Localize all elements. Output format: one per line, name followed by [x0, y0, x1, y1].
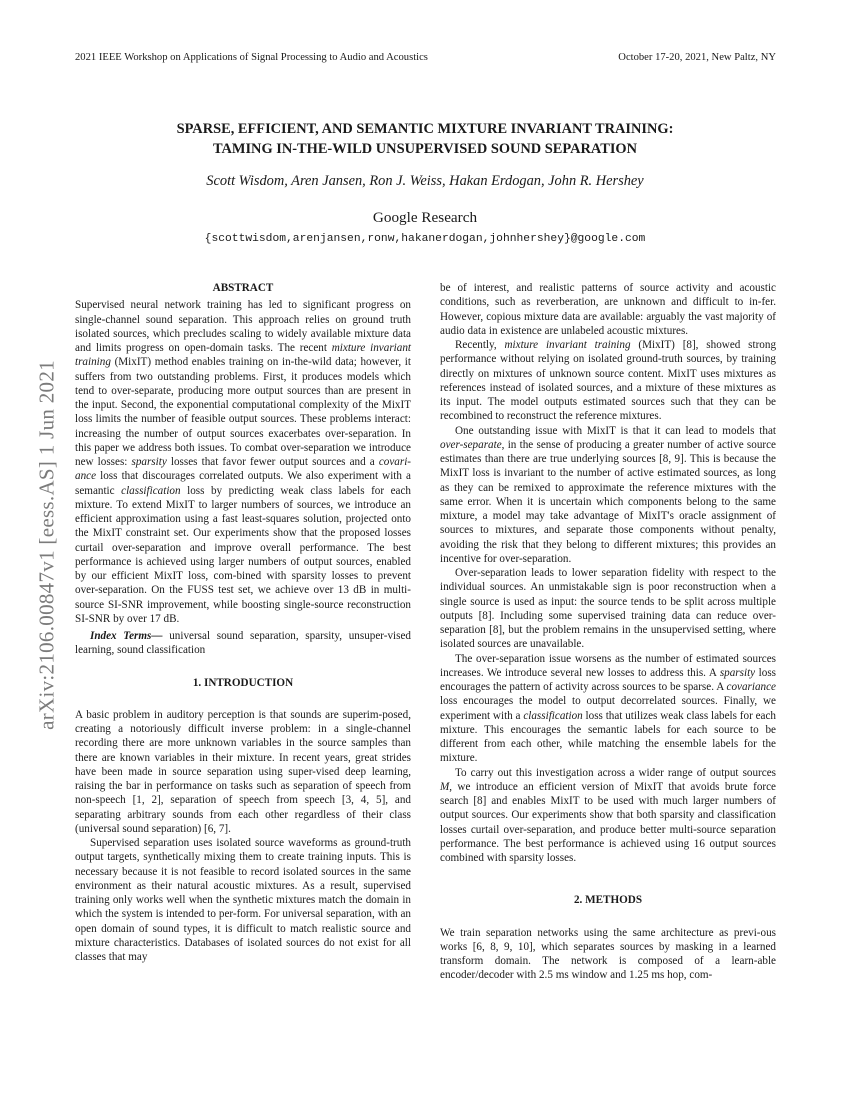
- title-line-1: SPARSE, EFFICIENT, AND SEMANTIC MIXTURE INVARIANT TRAINING:: [176, 121, 674, 137]
- intro-paragraph-4: One outstanding issue with MixIT is that it can lead to models that over-separate, in the sense of producing a greater number of active source estimates than there are true underlying sources [8, 9]. This is because the MixIT loss is invariant to the number of active estimated sources, as long as they can be remixed to approximate the reference mixtures with the same error. When it is uncertain which components belong to the same mixture, a model may take advantage of MixIT's oracle assignment of sources to mixtures, and separate those components without penalty, avoiding the risk that they belong to different mixtures; this provides an incentive for over-separation.: [440, 424, 776, 565]
- index-terms-label: Index Terms—: [90, 630, 163, 642]
- title-line-2: TAMING IN-THE-WILD UNSUPERVISED SOUND SEPARATION: [212, 141, 638, 157]
- index-terms: Index Terms— universal sound separation, sparsity, unsuper-vised learning, sound classification: [75, 630, 411, 657]
- abstract-heading: ABSTRACT: [212, 282, 274, 294]
- conference-date: October 17-20, 2021, New Paltz, NY: [618, 52, 776, 63]
- arxiv-stamp: arXiv:2106.00847v1 [eess.AS] 1 Jun 2021: [34, 360, 59, 730]
- methods-paragraph-1: We train separation networks using the same architecture as previ-ous works [6, 8, 9, 10], which separates sources by masking in a learned transform domain. The network is composed of a learn-able encoder/decoder with 2.5 ms window and 1.25 ms hop, com-: [440, 926, 776, 982]
- intro-paragraph-5: Over-separation leads to lower separation fidelity with respect to the individual sources. An unmistakable sign is poor reconstruction when a single source is used as input: the source tends to be split across multiple outputs [8]. Including some supervised training data can reduce over-separation [8], but the problem remains in the unsupervised setting, where isolated sources are unavailable.: [440, 567, 776, 651]
- paper-title: [75, 119, 775, 159]
- methods-heading: 2. METHODS: [573, 894, 643, 907]
- intro-paragraph-1: A basic problem in auditory perception is that sounds are superim-posed, creating a notoriously difficult inverse problem: in a single-channel recording there are more unknown variables in the source samples than there are known variables in their mixture. In recent years, great strides have been made in source separation using super-vised deep learning, raising the bar in performance on tasks such as separation of speech from non-speech [1, 2], separation of speech from speech [3, 4, 5], and separating arbitrary sounds from each other regardless of their class (universal sound separation) [6, 7].: [75, 708, 411, 835]
- left-column: [75, 281, 411, 964]
- author-emails: {scottwisdom,arenjansen,ronw,hakanerdogan,johnhershey}@google.com: [204, 233, 646, 245]
- intro-paragraph-7: To carry out this investigation across a wider range of output sources M, we introduce an efficient version of MixIT that avoids brute force search [8] and enables MixIT to be used with much larger numbers of output sources. Our experiments show that both sparsity and classification losses curtail over-separation, and produce better multi-source separation performance. The best performance is achieved using 16 output sources combined with sparsity losses.: [440, 766, 776, 864]
- abstract-text: Supervised neural network training has led to significant progress on single-channel sound separation. This approach relies on ground truth isolated sources, which precludes scaling to widely available mixture data and limits progress on open-domain tasks. The recent mixture invariant training (MixIT) method enables training on in-the-wild data; however, it suffers from two outstanding problems. First, it produces models which tend to over-separate, producing more output sources than are present in the input. Second, the exponential computational complexity of the MixIT loss limits the number of feasible output sources. These problems interact: increasing the number of output sources exacerbates over-separation. In this paper we address both issues. To combat over-separation we introduce new losses: sparsity losses that favor fewer output sources and a covari-ance loss that discourages correlated outputs. We also experiment with a semantic classification loss by predicting weak class labels for each mixture. To extend MixIT to larger numbers of sources, we introduce an efficient approximation using a fast least-squares solution, projected onto the MixIT constraint set. Our experiments show that the proposed losses curtail over-separation and improve overall performance. The best performance is achieved using larger numbers of output sources, enabled by our efficient MixIT loss, com-bined with sparsity losses to prevent over-separation. On the FUSS test set, we achieve over 13 dB in multi-source SI-SNR improvement, while boosting single-source reconstruction SI-SNR by over 17 dB.: [75, 299, 412, 625]
- intro-paragraph-6: The over-separation issue worsens as the number of estimated sources increases. We introduce several new losses to address this. A sparsity loss encourages the pattern of activity across sources to be sparse. A covariance loss encourages the model to output decorrelated sources. Finally, we experiment with a classification loss that utilizes weak class labels for each mixture. This encourages the semantic labels for each source to be different from each other, while matching the ensemble labels for the mixture.: [440, 652, 777, 765]
- affiliation: Google Research: [372, 209, 478, 226]
- intro-paragraph-2-cont: be of interest, and realistic patterns of source activity and acoustic conditions, such as reverberation, are unknown and difficult to in-fer. However, copious mixture data are available: arguably the vast majority of audio data in existence are unlabeled acoustic mixtures.: [440, 282, 776, 337]
- author-list: Scott Wisdom, Aren Jansen, Ron J. Weiss, Hakan Erdogan, John R. Hershey: [206, 173, 644, 189]
- intro-paragraph-3: Recently, mixture invariant training (MixIT) [8], showed strong performance without relying on isolated ground-truth sources, by training directly on mixtures of unknown source content. MixIT uses mixtures as references instead of isolated sources, and a mixture of these mixtures as its input. The model outputs estimated sources such that they can be recombined to reconstruct the reference mixtures.: [440, 339, 777, 423]
- right-column: [440, 281, 776, 983]
- conference-header: 2021 IEEE Workshop on Applications of Signal Processing to Audio and Acoustics: [75, 52, 428, 63]
- intro-heading: 1. INTRODUCTION: [192, 676, 294, 689]
- intro-paragraph-2: Supervised separation uses isolated source waveforms as ground-truth output targets, synthetically mixing them to create training inputs. This is necessary because it is not feasible to record isolated sources in the same environment as their natural acoustic mixtures. As a result, supervised training only works well when the synthetic mixtures match the domain in which the system is intended to per-form. For universal separation, with an open domain of sound types, it is difficult to match realistic source and mixture characteristics. Databases of isolated sources do not exist for all classes that may: [75, 837, 411, 963]
